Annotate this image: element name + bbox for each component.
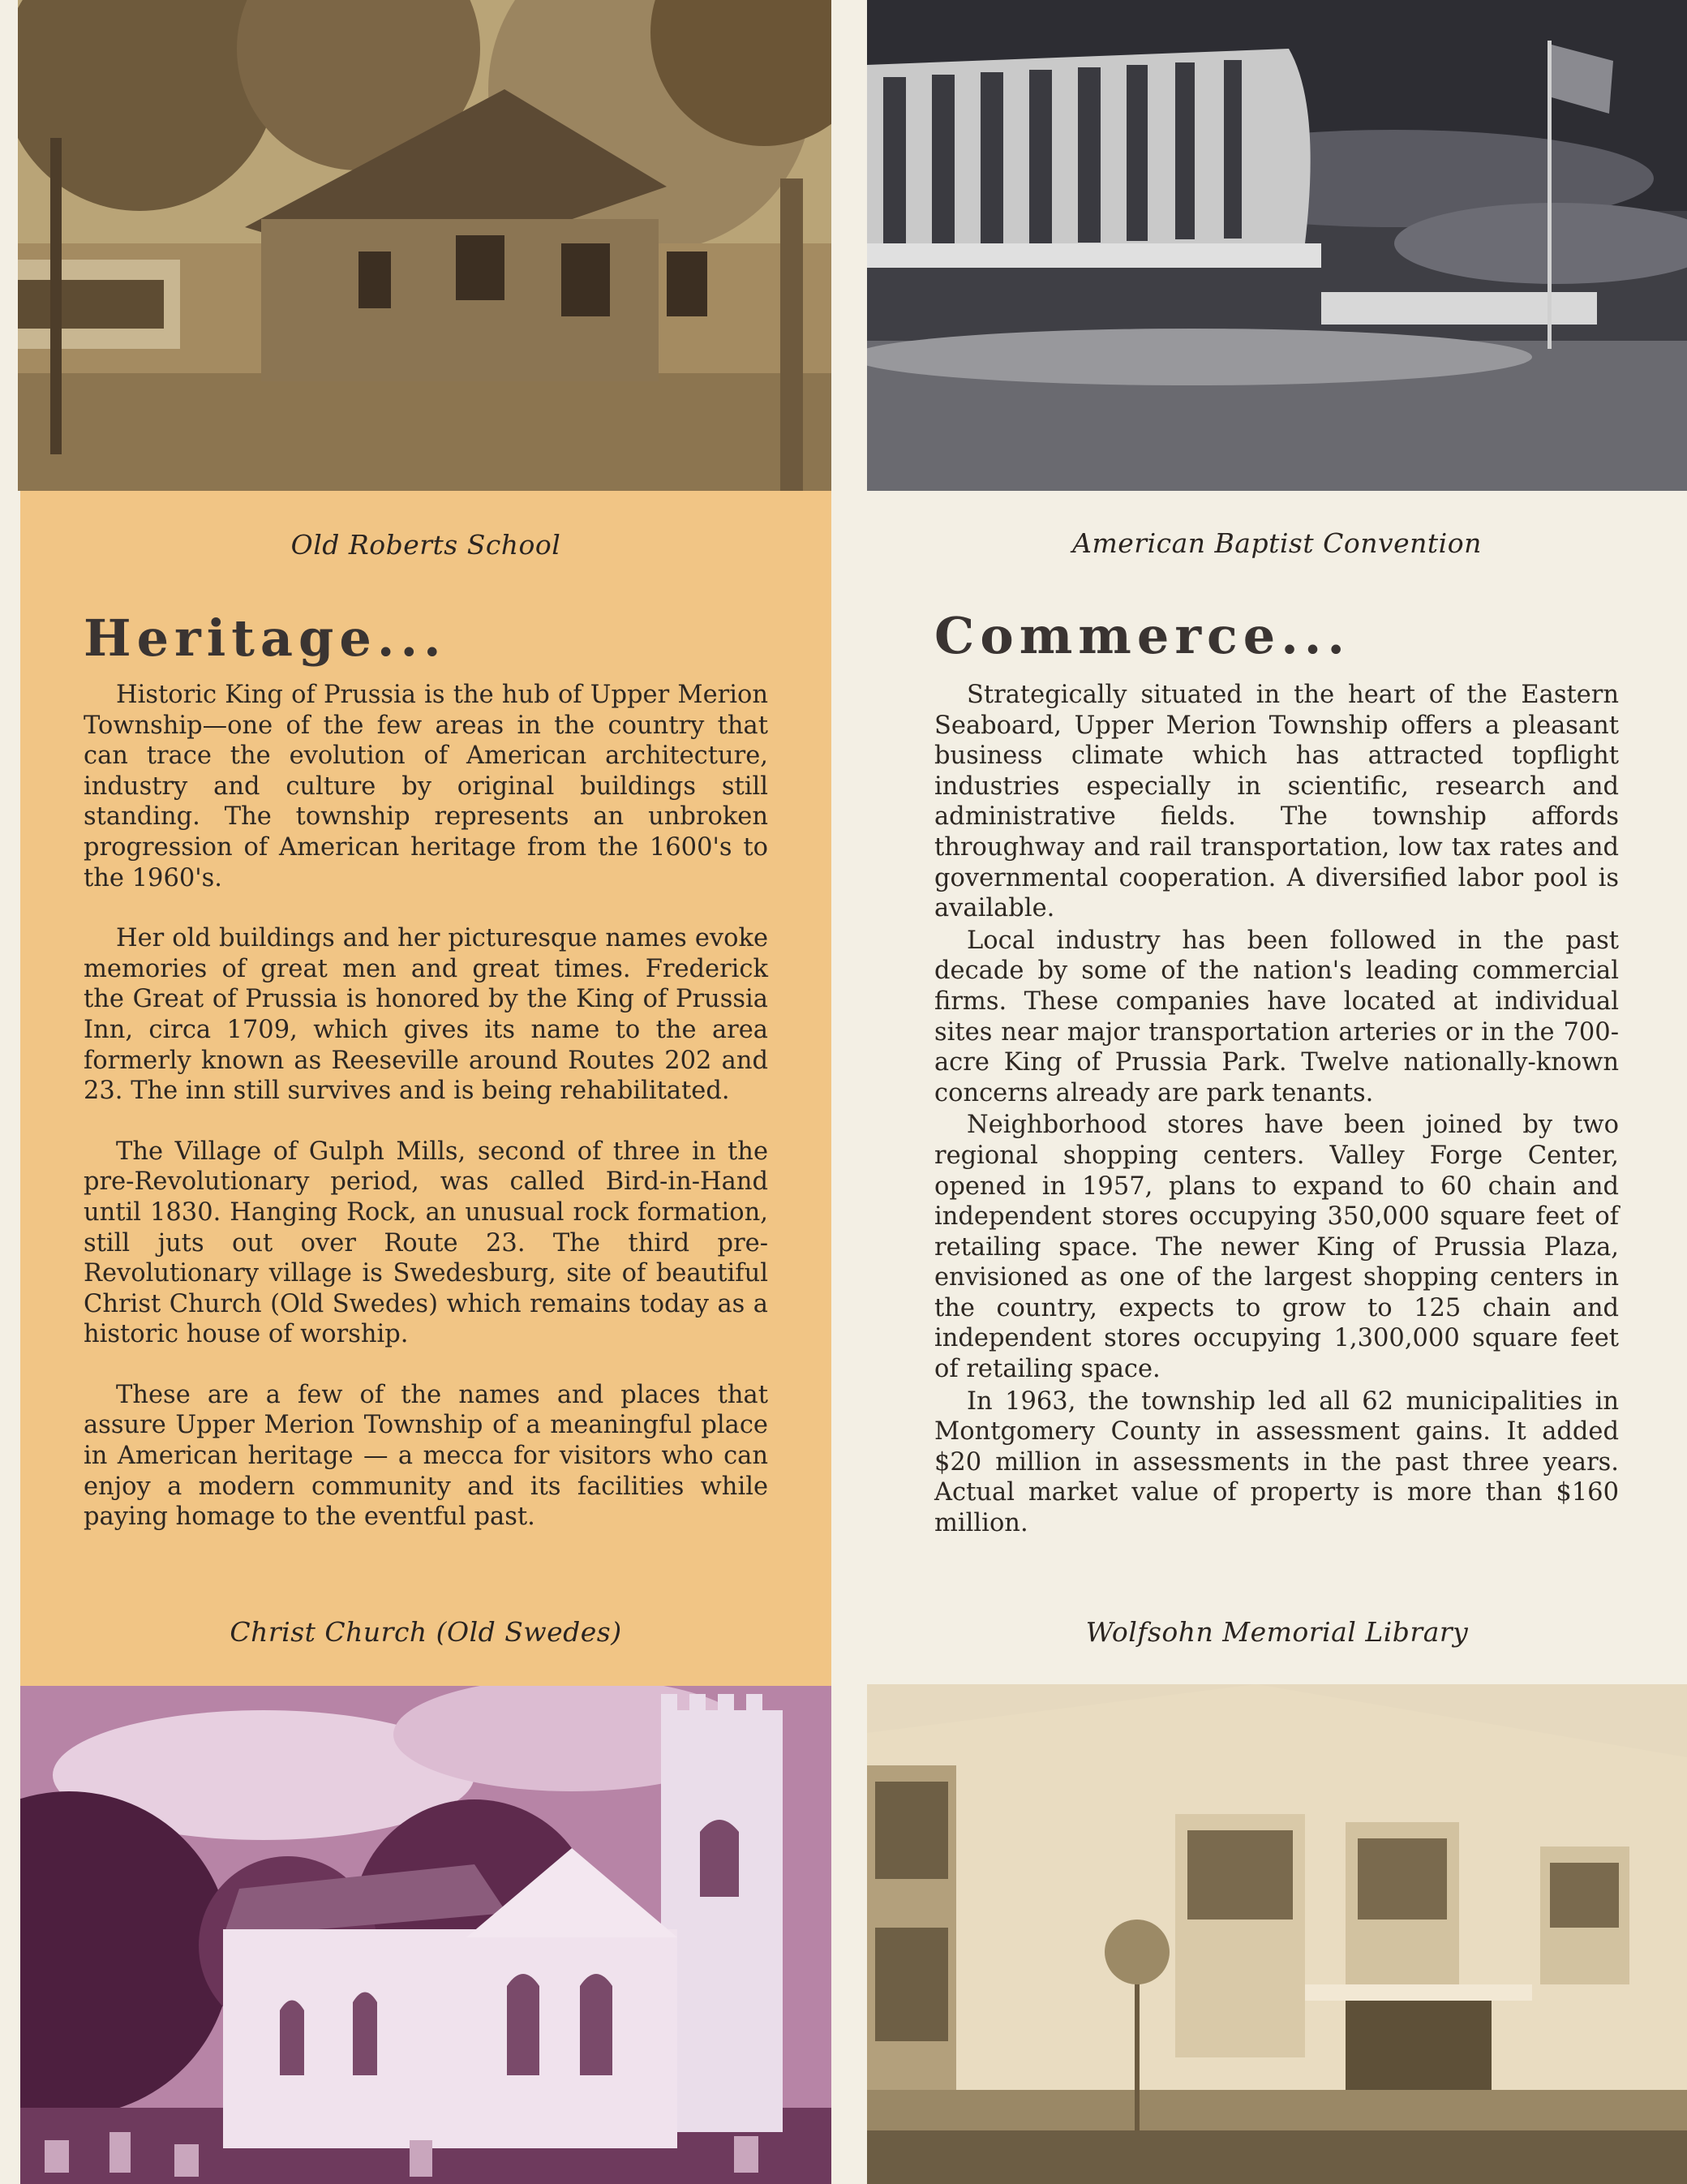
commerce-paragraph: Local industry has been followed in the past decade by some of the nation's leading commercial firms. These companies have located at individual sites near major transportation arteries or in the 700-acre King of Prussia Park. Twelve nationally-known concerns already are park tenants.	[934, 926, 1619, 1107]
wolfsohn-memorial-library-photo	[867, 1684, 1687, 2184]
heritage-heading: Heritage...	[84, 608, 447, 668]
christ-church-photo	[20, 1686, 831, 2184]
heritage-paragraph: The Village of Gulph Mills, second of three in the pre-Revolutionary period, was called Bird-in-Hand until 1830. Hanging Rock, an unusual rock formation, still juts out over Route 23. The third pre-Revolutionary village is Swedesburg, site of beautiful Christ Church (Old Swedes) which remains today as a historic house of worship.	[84, 1137, 768, 1349]
heritage-text	[84, 680, 768, 1563]
commerce-paragraph: In 1963, the township led all 62 municipalities in Montgomery County in assessment gains. It added $20 million in assessments in the past three years. Actual market value of property is more than $160 million.	[934, 1386, 1619, 1538]
commerce-text	[934, 680, 1619, 1541]
heritage-paragraph: Historic King of Prussia is the hub of Upper Merion Township—one of the few areas in the country that can trace the evolution of American architecture, industry and culture by original buildings still standing. The township represents an unbroken progression of American heritage from the 1600's to the 1960's.	[84, 681, 768, 892]
old-roberts-school-photo	[18, 0, 831, 491]
heritage-paragraph: These are a few of the names and places that assure Upper Merion Township of a meaningful place in American heritage — a mecca for visitors who can enjoy a modern community and its facilities while paying homage to the eventful past.	[84, 1380, 768, 1532]
commerce-heading: Commerce...	[934, 606, 1350, 665]
caption-american-baptist-convention: American Baptist Convention	[1072, 527, 1482, 559]
commerce-paragraph: Strategically situated in the heart of the Eastern Seaboard, Upper Merion Township offers a pleasant business climate which has attracted topflight industries especially in scientific, research and administrative fields. The township affords throughway and rail transportation, low tax rates and governmental cooperation. A diversified labor pool is available.	[934, 681, 1619, 923]
heritage-paragraph: Her old buildings and her picturesque names evoke memories of great men and great times. Frederick the Great of Prussia is honored by the King of Prussia Inn, circa 1709, which gives its name to the area formerly known as Reeseville around Routes 202 and 23. The inn still survives and is being rehabilitated.	[84, 924, 768, 1106]
american-baptist-convention-photo	[867, 0, 1687, 491]
caption-wolfsohn-memorial-library: Wolfsohn Memorial Library	[1085, 1616, 1469, 1648]
commerce-paragraph: Neighborhood stores have been joined by two regional shopping centers. Valley Forge Center, opened in 1957, plans to expand to 60 chain and independent stores occupying 350,000 square feet of retailing space. The newer King of Prussia Plaza, envisioned as one of the largest shopping centers in the country, expects to grow to 125 chain and independent stores occupying 1,300,000 square feet of retailing space.	[934, 1111, 1619, 1384]
caption-christ-church: Christ Church (Old Swedes)	[230, 1616, 622, 1648]
caption-old-roberts-school: Old Roberts School	[290, 529, 561, 561]
